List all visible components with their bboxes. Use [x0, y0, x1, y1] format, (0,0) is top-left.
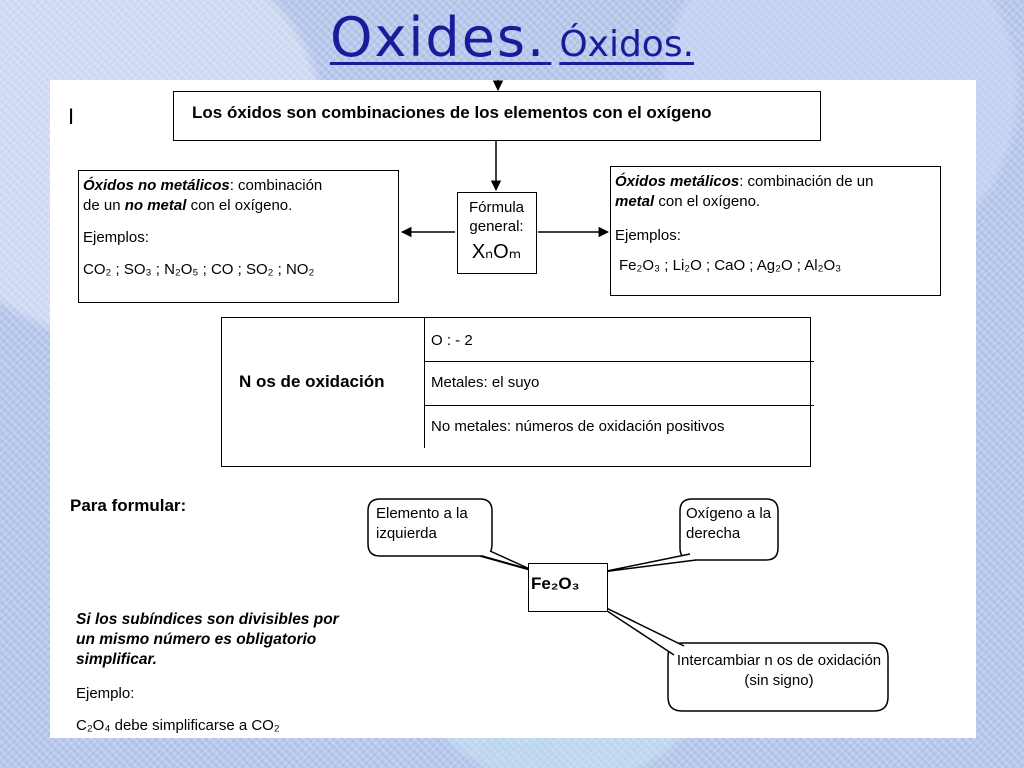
slide-title: [0, 6, 1024, 69]
metal-keyword: metal: [615, 193, 655, 210]
simplify-example: C₂O₄ debe simplificarse a CO₂: [76, 717, 280, 734]
non-metal-oxides-box: [78, 170, 399, 303]
oxidation-row-divider-1: [424, 361, 814, 362]
example-formula: Fe₂O₃: [531, 574, 580, 593]
formula-general: XₙOₘ: [471, 241, 522, 263]
formula-line-2: general:: [469, 218, 524, 235]
non-metal-keyword: no metal: [124, 197, 187, 214]
non-metal-definition: Óxidos no metálicos: combinación de un no metal con el oxígeno.: [83, 177, 323, 214]
definition-text: Los óxidos son combinaciones de los elementos con el oxígeno: [192, 103, 712, 122]
oxidation-label: N os de oxidación: [239, 372, 385, 391]
oxidation-row-1: O : - 2: [431, 332, 473, 349]
non-metal-examples: CO₂ ; SO₃ ; N₂O₅ ; CO ; SO₂ ; NO₂: [83, 261, 315, 278]
simplify-rule: Si los subíndices son divisibles por un mismo número es obligatorio simplificar.: [76, 611, 339, 668]
metal-heading: Óxidos metálicos: [615, 173, 740, 190]
marker-text: I: [68, 104, 75, 129]
formulate-heading: Para formular:: [70, 496, 187, 515]
oxidation-divider-vertical: [424, 318, 425, 448]
oxidation-row-3: No metales: números de oxidación positivos: [431, 418, 725, 435]
definition-box: [173, 91, 821, 141]
simplify-example-label: Ejemplo:: [76, 685, 135, 702]
example-formula-box: [528, 563, 608, 612]
title-sub: Óxidos.: [559, 24, 695, 65]
oxidation-row-divider-2: [424, 405, 814, 406]
general-formula-box: [457, 192, 537, 274]
oxidation-row-2: Metales: el suyo: [431, 374, 540, 391]
callout-left-text: Elemento a la izquierda: [376, 505, 468, 542]
metal-oxides-box: [610, 166, 941, 296]
oxidation-table: [221, 317, 811, 467]
callout-left-pointer: [482, 551, 532, 570]
formula-line-1: Fórmula: [468, 199, 524, 216]
metal-examples: Fe₂O₃ ; Li₂O ; CaO ; Ag₂O ; Al₂O₃: [619, 257, 842, 274]
metal-definition: Óxidos metálicos: combinación de un metal con el oxígeno.: [615, 173, 874, 210]
title-main: Oxides.: [329, 6, 547, 69]
callout-right-text: Oxígeno a la derecha: [686, 505, 772, 542]
non-metal-heading: Óxidos no metálicos: [83, 177, 230, 194]
non-metal-examples-label: Ejemplos:: [83, 229, 149, 246]
diagram-panel: [50, 80, 976, 738]
metal-examples-label: Ejemplos:: [615, 227, 681, 244]
callout-right-pointer: [602, 554, 696, 572]
callout-bottom-text: Intercambiar n os de oxidación (sin signo): [676, 652, 882, 689]
